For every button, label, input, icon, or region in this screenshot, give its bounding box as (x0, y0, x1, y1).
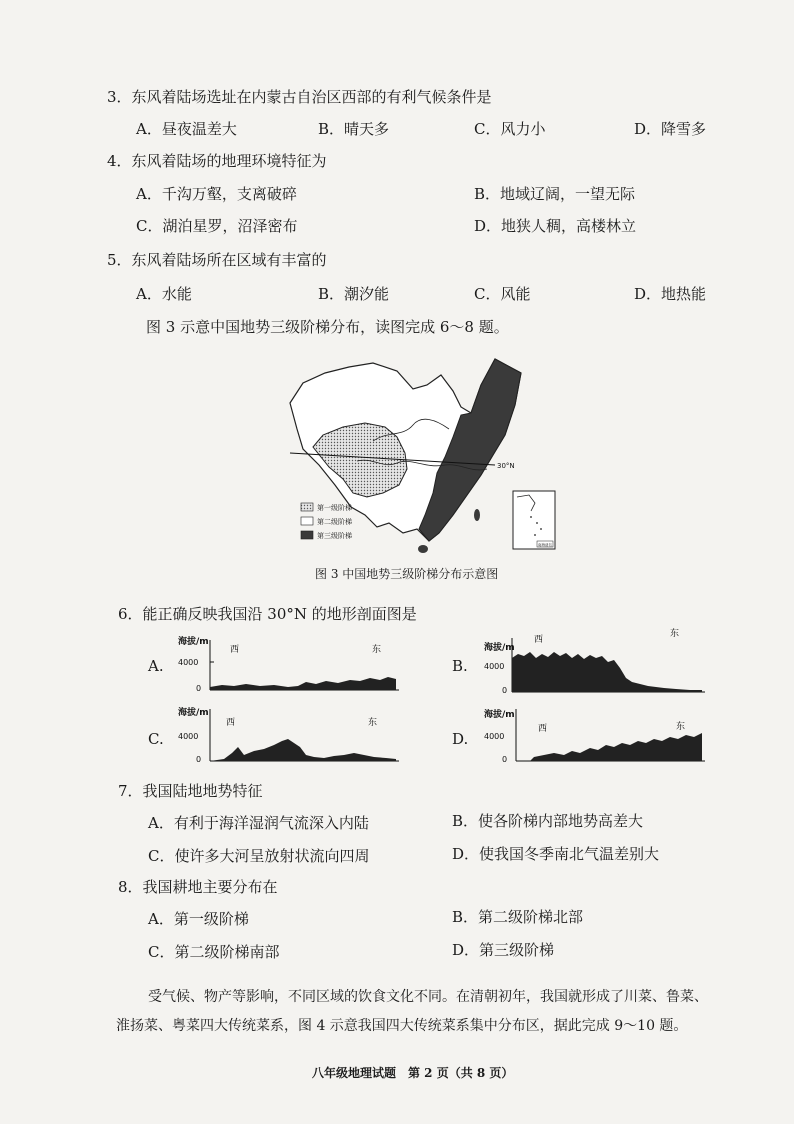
q7-option-a: A．有利于海洋湿润气流深入内陆 (148, 814, 369, 832)
figure3-caption: 图 3 中国地势三级阶梯分布示意图 (315, 567, 499, 581)
page-footer: 八年级地理试题 第 2 页（共 8 页） (312, 1066, 514, 1080)
profile-c-tick-0: 0 (196, 755, 202, 764)
profile-chart-d (480, 703, 710, 769)
profile-d-axis-label: 海拔/m (484, 710, 515, 720)
profile-d-tick-0: 0 (502, 755, 508, 764)
q7-option-d: D．使我国冬季南北气温差别大 (452, 845, 660, 863)
q7-option-c: C．使许多大河呈放射状流向四周 (148, 847, 370, 865)
profile-b-terrain (512, 652, 702, 692)
question-8-stem: 8．我国耕地主要分布在 (118, 878, 278, 896)
q5-option-b: B．潮汐能 (318, 285, 390, 303)
q4-option-d: D．地狭人稠，高楼林立 (474, 217, 637, 235)
q3-option-d: D．降雪多 (634, 120, 707, 138)
inset-label: 南海诸岛 (538, 543, 552, 547)
legend-swatch-first-step (301, 503, 313, 511)
question-6-stem: 6．能正确反映我国沿 30°N 的地形剖面图是 (118, 605, 417, 623)
profile-c-west: 西 (226, 718, 236, 728)
legend-label-third-step: 第三级阶梯 (317, 532, 352, 540)
paragraph-line-2: 淮扬菜、粤菜四大传统菜系，图 4 示意我国四大传统菜系集中分布区，据此完成 9～10 题。 (116, 1018, 688, 1034)
legend-swatch-third-step (301, 531, 313, 539)
q6-option-c-label: C. (148, 730, 164, 748)
q6-option-b-label: B. (452, 657, 468, 675)
profile-b-axis-label: 海拔/m (484, 643, 515, 653)
question-4-stem: 4．东风着陆场的地理环境特征为 (107, 152, 327, 170)
q7-option-b: B．使各阶梯内部地势高差大 (452, 812, 644, 830)
taiwan-island (474, 509, 480, 521)
q5-option-a: A．水能 (136, 285, 192, 303)
q4-option-b: B．地域辽阔，一望无际 (474, 185, 636, 203)
south-china-sea-inset (513, 491, 555, 549)
q3-option-c: C．风力小 (474, 120, 546, 138)
profile-b-tick-0: 0 (502, 686, 508, 695)
china-terrain-map (285, 345, 575, 560)
q5-option-d: D．地热能 (634, 285, 707, 303)
q4-option-a: A．千沟万壑，支离破碎 (136, 185, 297, 203)
profile-a-axis-label: 海拔/m (178, 637, 209, 647)
profile-b-west: 西 (534, 635, 544, 645)
legend-label-second-step: 第二级阶梯 (317, 518, 352, 526)
profile-a-tick-0: 0 (196, 684, 202, 693)
profile-a-west: 西 (230, 645, 240, 655)
q8-option-d: D．第三级阶梯 (452, 941, 555, 959)
q6-option-a-label: A. (148, 657, 164, 675)
profile-c-tick-4000: 4000 (178, 732, 199, 741)
profile-chart-b (480, 628, 710, 698)
profile-chart-a (174, 634, 404, 698)
q8-option-a: A．第一级阶梯 (148, 910, 249, 928)
paragraph-line-1: 受气候、物产等影响，不同区域的饮食文化不同。在清朝初年，我国就形成了川菜、鲁菜、 (148, 989, 708, 1005)
legend-label-first-step: 第一级阶梯 (317, 504, 352, 512)
profile-d-east: 东 (676, 722, 686, 732)
profile-c-east: 东 (368, 718, 378, 728)
profile-b-east: 东 (670, 629, 680, 639)
q8-option-b: B．第二级阶梯北部 (452, 908, 584, 926)
q3-option-a: A．昼夜温差大 (136, 120, 237, 138)
legend-swatch-second-step (301, 517, 313, 525)
q8-option-c: C．第二级阶梯南部 (148, 943, 280, 961)
profile-a-terrain (210, 677, 396, 690)
q4-option-c: C．湖泊星罗，沼泽密布 (136, 217, 298, 235)
question-7-stem: 7．我国陆地地势特征 (118, 782, 263, 800)
q5-option-c: C．风能 (474, 285, 531, 303)
question-3-stem: 3．东风着陆场选址在内蒙古自治区西部的有利气候条件是 (107, 88, 492, 106)
profile-b-tick-4000: 4000 (484, 662, 505, 671)
profile-d-west: 西 (538, 724, 548, 734)
question-5-stem: 5．东风着陆场所在区域有丰富的 (107, 251, 327, 269)
latitude-30n-label: 30°N (497, 462, 515, 470)
profile-c-axis-label: 海拔/m (178, 708, 209, 718)
hainan-island (418, 545, 428, 553)
profile-a-east: 东 (372, 645, 382, 655)
profile-chart-c (174, 703, 404, 769)
q6-option-d-label: D. (452, 730, 469, 748)
profile-a-tick-4000: 4000 (178, 658, 199, 667)
figure3-intro: 图 3 示意中国地势三级阶梯分布，读图完成 6～8 题。 (146, 318, 509, 336)
profile-c-terrain (210, 739, 396, 761)
profile-d-tick-4000: 4000 (484, 732, 505, 741)
profile-d-terrain (530, 733, 702, 761)
q3-option-b: B．晴天多 (318, 120, 390, 138)
